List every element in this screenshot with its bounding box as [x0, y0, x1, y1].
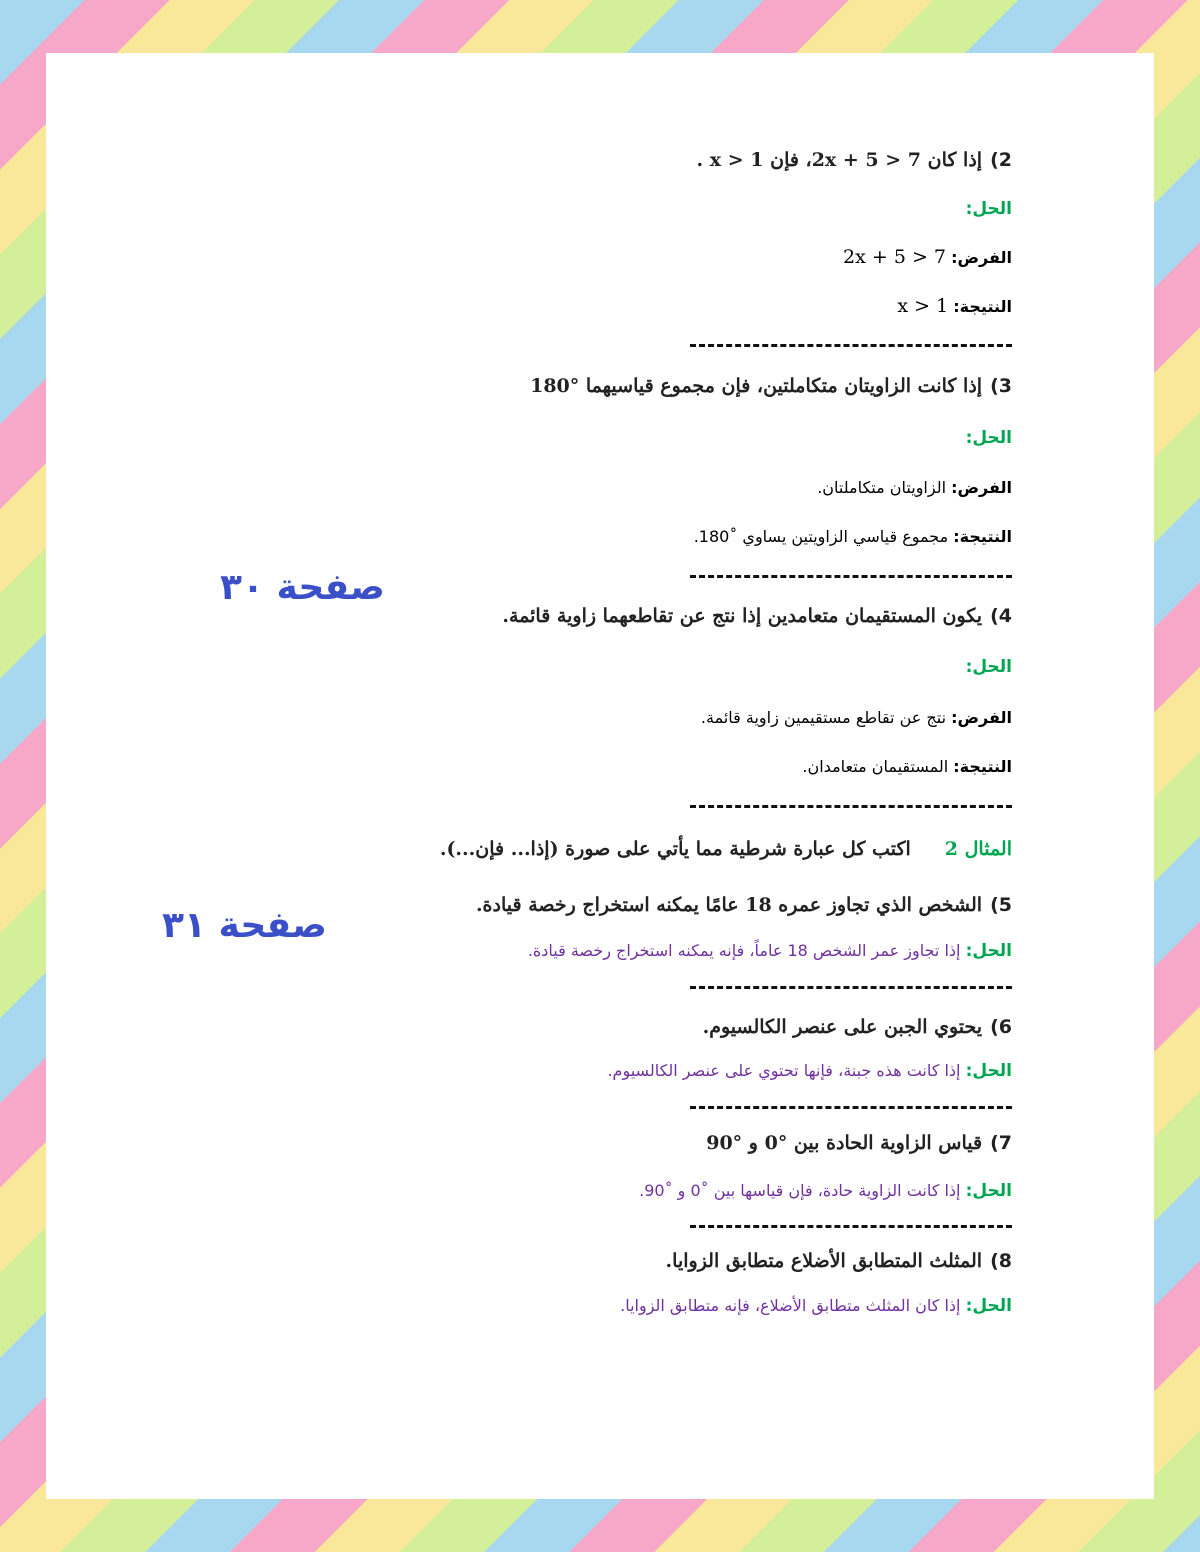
conclusion-value: مجموع قياسي الزاويتين يساوي ˚180. [693, 527, 949, 546]
question-text: الشخص الذي تجاوز عمره 18 عامًا يمكنه استخراج رخصة قيادة. [475, 894, 983, 916]
question-text: يحتوي الجبن على عنصر الكالسيوم. [702, 1016, 983, 1038]
solution-label: الحل: [965, 1061, 1012, 1081]
worksheet-page [46, 53, 1154, 1499]
solution-text: إذا تجاوز عمر الشخص 18 عاماً، فإنه يمكنه استخراج رخصة قيادة. [527, 941, 961, 960]
question-number: 4) [990, 605, 1012, 627]
question-number: 6) [990, 1016, 1012, 1038]
solution-text: إذا كانت الزاوية حادة، فإن قياسها بين ˚0 و ˚90. [639, 1181, 961, 1200]
hypothesis-value: 2x + 5 > 7 [843, 246, 947, 268]
question-number: 3) [990, 375, 1012, 397]
conclusion-label: النتيجة: [953, 527, 1012, 546]
question-text: إذا كانت الزاويتان متكاملتين، فإن مجموع قياسيهما °180 [530, 375, 983, 397]
conclusion-label: النتيجة: [953, 297, 1012, 316]
hypothesis-label: الفرض: [951, 708, 1012, 727]
question-number: 5) [990, 894, 1012, 916]
example-title: المثال 2 [944, 838, 1012, 860]
solution-label: الحل: [965, 941, 1012, 961]
question-number: 2) [990, 149, 1012, 171]
question-number: 8) [990, 1250, 1012, 1272]
solution-line [620, 1296, 1012, 1316]
conclusion-line [897, 295, 1012, 317]
conclusion-line [694, 527, 1012, 546]
solution-label: الحل: [965, 1181, 1012, 1201]
hypothesis-label: الفرض: [951, 248, 1012, 267]
hypothesis-line [843, 246, 1012, 268]
hypothesis-label: الفرض: [951, 478, 1012, 497]
separator [690, 575, 1012, 578]
hypothesis-line [701, 708, 1012, 727]
example-heading [440, 838, 1012, 860]
page-label-31: صفحة ٣١ [162, 905, 327, 946]
solution-line [607, 1061, 1012, 1081]
conclusion-value: x > 1 [897, 295, 949, 317]
hypothesis-line [817, 478, 1012, 497]
question-7 [706, 1132, 1012, 1154]
solution-line [639, 1181, 1012, 1201]
solution-label: الحل: [965, 1296, 1012, 1316]
example-text: اكتب كل عبارة شرطية مما يأتي على صورة (إذا... فإن...). [439, 838, 911, 860]
question-4 [502, 605, 1012, 627]
solution-label: الحل: [965, 199, 1012, 219]
question-8 [666, 1250, 1012, 1272]
conclusion-value: المستقيمان متعامدان. [802, 757, 949, 776]
solution-label: الحل: [965, 428, 1012, 448]
question-text: إذا كان 7 < 5 + 2x، فإن 1 < x . [696, 149, 983, 171]
question-2 [697, 149, 1012, 171]
question-6 [703, 1016, 1012, 1038]
hypothesis-value: الزاويتان متكاملتان. [817, 478, 947, 497]
solution-label: الحل: [965, 657, 1012, 677]
separator [690, 805, 1012, 808]
separator [690, 1225, 1012, 1228]
question-text: قياس الزاوية الحادة بين °0 و °90 [706, 1132, 983, 1154]
hypothesis-value: نتج عن تقاطع مستقيمين زاوية قائمة. [700, 708, 947, 727]
question-number: 7) [990, 1132, 1012, 1154]
question-text: يكون المستقيمان متعامدين إذا نتج عن تقاطعهما زاوية قائمة. [502, 605, 983, 627]
separator [690, 986, 1012, 989]
page-label-30: صفحة ٣٠ [220, 567, 385, 608]
separator [690, 1106, 1012, 1109]
solution-text: إذا كان المثلث متطابق الأضلاع، فإنه متطابق الزوايا. [620, 1296, 961, 1315]
conclusion-label: النتيجة: [953, 757, 1012, 776]
question-3 [530, 375, 1012, 397]
conclusion-line [802, 757, 1012, 776]
solution-line [528, 941, 1012, 961]
question-5 [476, 894, 1012, 916]
separator [690, 344, 1012, 347]
question-text: المثلث المتطابق الأضلاع متطابق الزوايا. [665, 1250, 983, 1272]
solution-text: إذا كانت هذه جبنة، فإنها تحتوي على عنصر الكالسيوم. [607, 1061, 961, 1080]
